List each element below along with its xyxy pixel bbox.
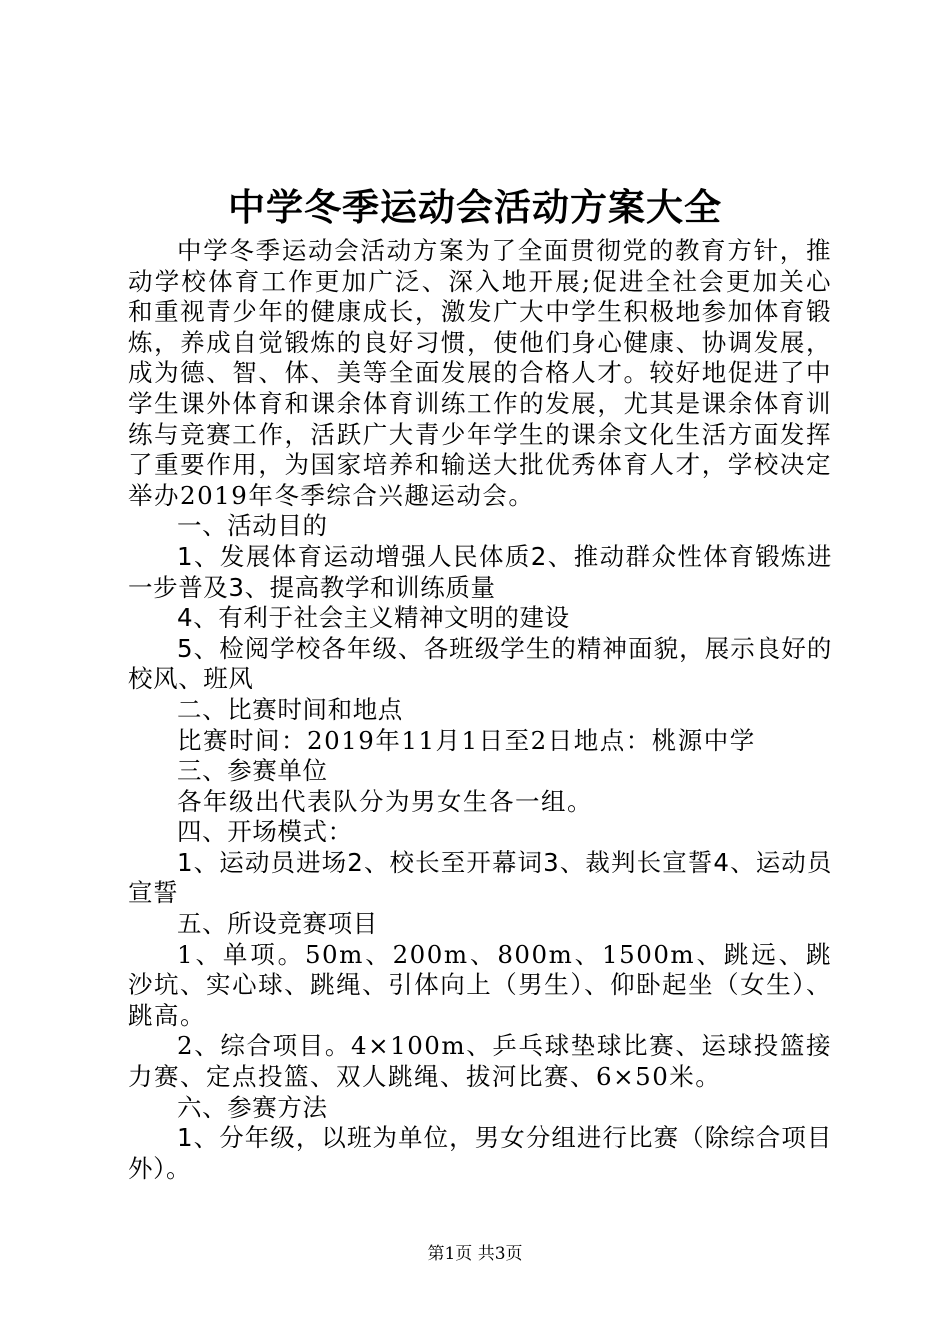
section-heading-participants: 三、参赛单位 — [177, 756, 328, 786]
section-heading-events: 五、所设竞赛项目 — [177, 909, 378, 939]
events-individual: 1、单项。50m、200m、800m、1500m、跳远、跳沙坑、实心球、跳绳、引体向上（男生）、仰卧起坐（女生）、跳高。 — [128, 939, 832, 1030]
section-heading-time-place: 二、比赛时间和地点 — [177, 694, 403, 724]
time-place-text: 比赛时间：2019年11月1日至2日地点：桃源中学 — [177, 725, 756, 755]
page-number: 第1页 共3页 — [427, 1244, 523, 1264]
participants-text: 各年级出代表队分为男女生各一组。 — [177, 786, 593, 816]
intro-paragraph: 中学冬季运动会活动方案为了全面贯彻党的教育方针，推动学校体育工作更加广泛、深入地开展;促进全社会更加关心和重视青少年的健康成长，激发广大中学生积极地参加体育锻炼，养成自觉锻炼的良好习惯，使他们身心健康、协调发展，成为德、智、体、美等全面发展的合格人才。较好地促进了中学生课外体育和课余体育训练工作的发展，尤其是课余体育训练与竞赛工作，活跃广大青少年学生的课余文化生活方面发挥了重要作用，为国家培养和输送大批优秀体育人才，学校决定举办2019年冬季综合兴趣运动会。 — [128, 236, 832, 510]
events-combined: 2、综合项目。4×100m、乒乓球垫球比赛、运球投篮接力赛、定点投篮、双人跳绳、拔河比赛、6×50米。 — [128, 1031, 832, 1092]
opening-text: 1、运动员进场2、校长至开幕词3、裁判长宣誓4、运动员宣誓 — [128, 847, 832, 908]
document-title: 中学冬季运动会活动方案大全 — [228, 186, 722, 229]
document-body — [128, 236, 832, 1184]
method-item-1: 1、分年级，以班为单位，男女分组进行比赛（除综合项目外）。 — [128, 1123, 832, 1183]
purpose-item-4: 4、有利于社会主义精神文明的建设 — [177, 603, 570, 633]
section-heading-opening: 四、开场模式： — [177, 817, 353, 847]
section-heading-method: 六、参赛方法 — [177, 1092, 328, 1122]
purpose-item-1-3: 1、发展体育运动增强人民体质2、推动群众性体育锻炼进一步普及3、提高教学和训练质量 — [128, 541, 832, 602]
section-heading-purpose: 一、活动目的 — [177, 511, 328, 541]
purpose-item-5: 5、检阅学校各年级、各班级学生的精神面貌，展示良好的校风、班风 — [128, 633, 832, 694]
